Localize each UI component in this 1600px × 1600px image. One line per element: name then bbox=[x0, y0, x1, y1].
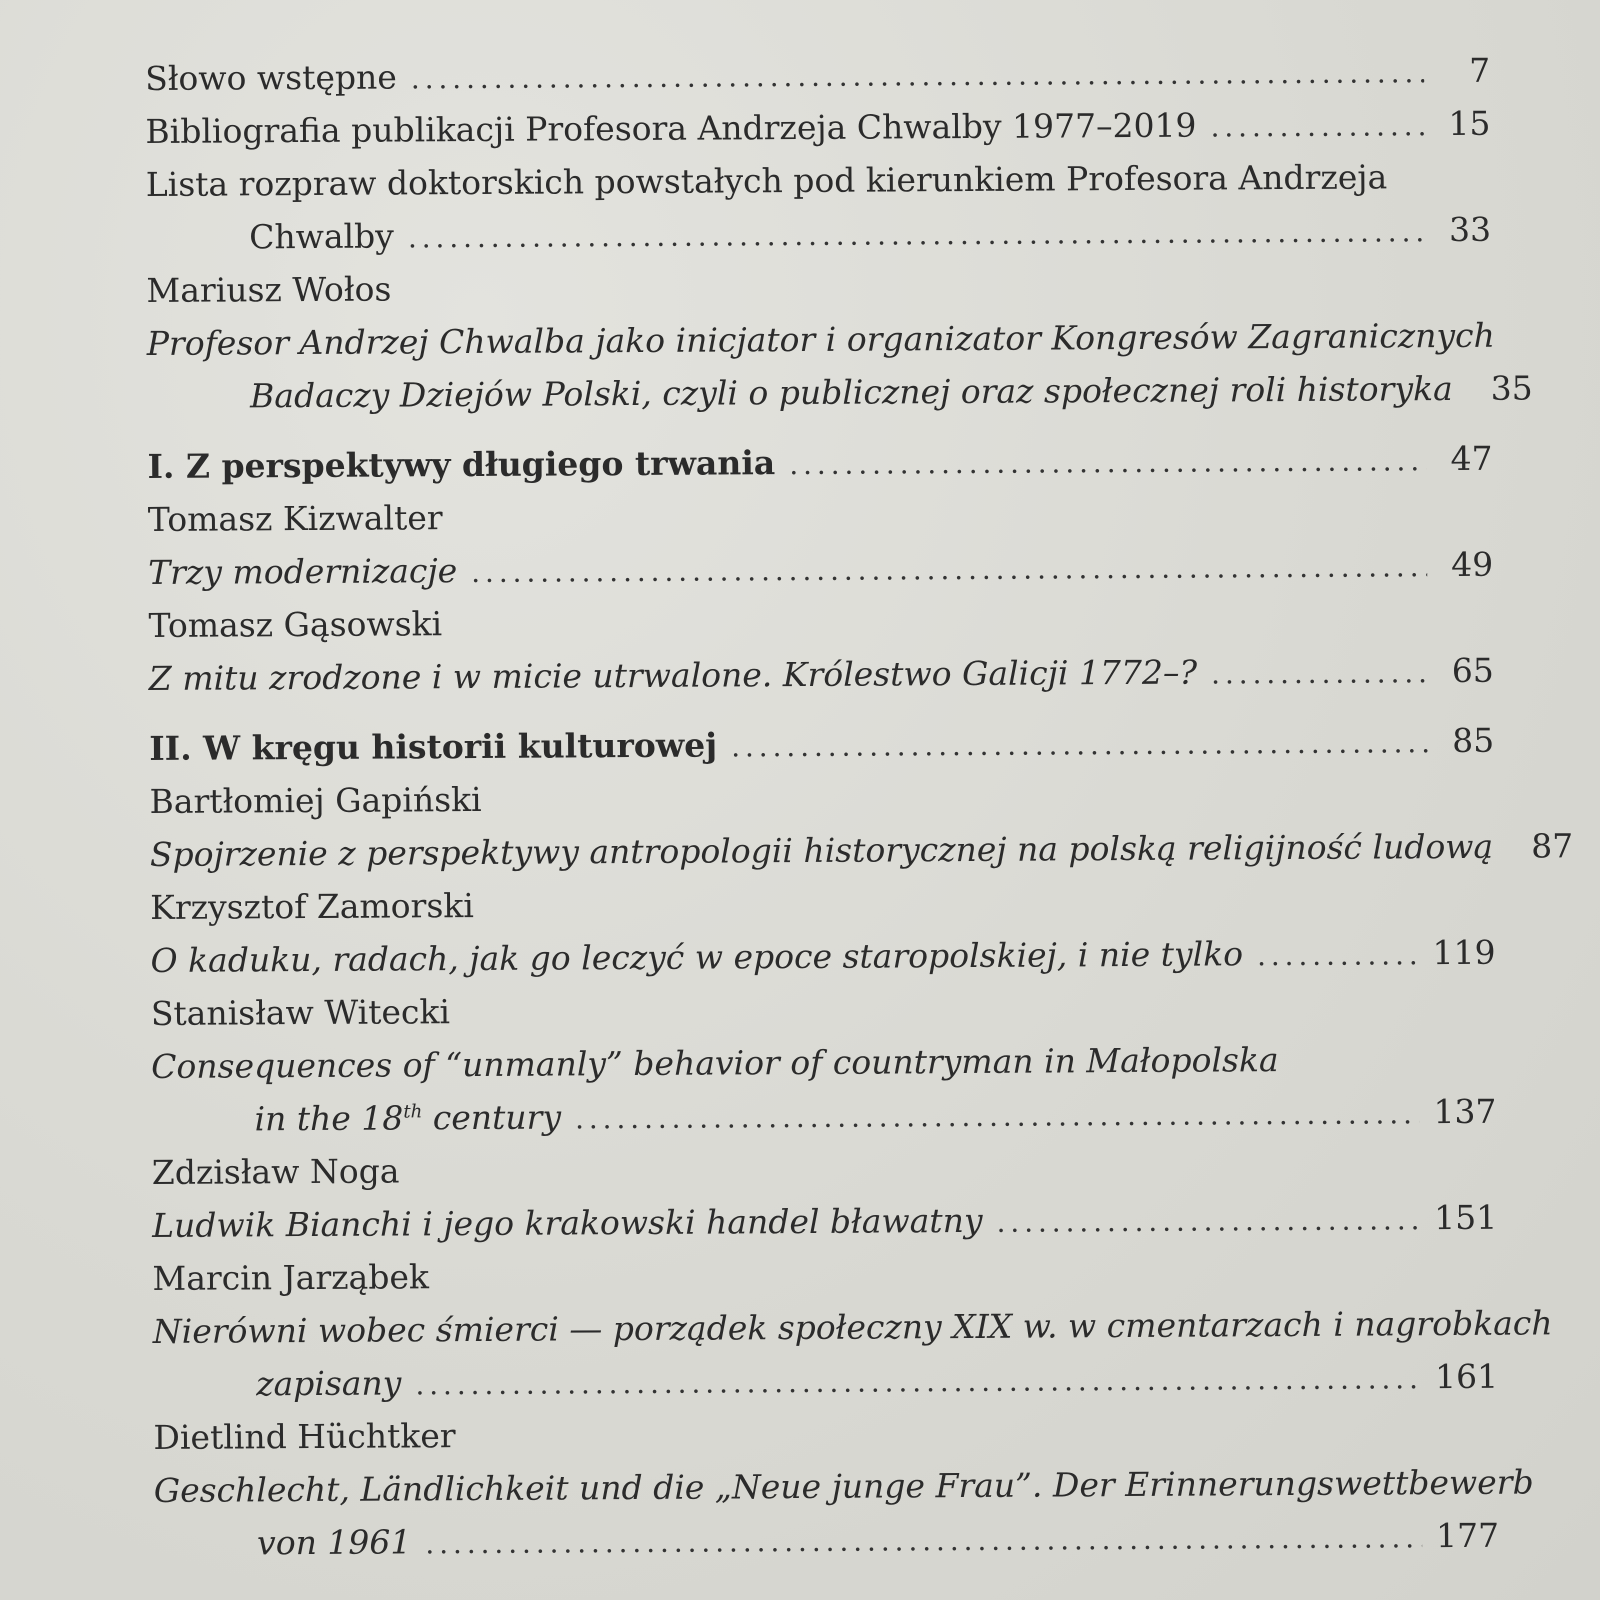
entry-title: Nierówni wobec śmierci — porządek społeczny XIX w. w cmentarzach i nagrobkach bbox=[152, 1303, 1553, 1351]
toc-entry bbox=[145, 44, 1490, 105]
dot-leader bbox=[425, 1509, 1422, 1570]
page-number: 119 bbox=[1432, 932, 1496, 973]
page-number: 49 bbox=[1451, 544, 1494, 585]
toc-entry bbox=[148, 538, 1493, 599]
dot-leader bbox=[731, 714, 1428, 773]
toc-entry bbox=[145, 97, 1490, 158]
entry-author: Dietlind Hüchtker bbox=[153, 1416, 456, 1457]
page-number: 151 bbox=[1434, 1197, 1498, 1238]
section-title: I. Z perspektywy długiego trwania bbox=[147, 443, 776, 486]
page-number: 15 bbox=[1448, 103, 1491, 144]
section-heading bbox=[149, 714, 1494, 775]
entry-author: Krzysztof Zamorski bbox=[150, 886, 474, 927]
page-number: 65 bbox=[1451, 650, 1494, 691]
toc-entry-continuation bbox=[146, 203, 1491, 264]
toc-entry bbox=[151, 1032, 1496, 1093]
entry-title: Słowo wstępne bbox=[145, 57, 397, 98]
entry-author: Mariusz Wołos bbox=[146, 269, 392, 310]
entry-author: Zdzisław Noga bbox=[151, 1151, 400, 1192]
entry-title: Trzy modernizacje bbox=[148, 551, 458, 592]
page-number: 7 bbox=[1469, 50, 1491, 90]
dot-leader bbox=[1211, 644, 1428, 700]
entry-title: Profesor Andrzej Chwalba jako inicjator i organizator Kongresów Zagranicznych bbox=[146, 315, 1495, 363]
dot-leader bbox=[1257, 926, 1419, 982]
entry-title-continued: Chwalby bbox=[249, 216, 394, 257]
entry-author: Bartłomiej Gapiński bbox=[149, 779, 482, 821]
entry-title-continued: zapisany bbox=[256, 1363, 402, 1404]
toc-entry bbox=[152, 1191, 1497, 1252]
entry-title-continued: von 1961 bbox=[256, 1522, 412, 1563]
dot-leader bbox=[471, 538, 1427, 599]
toc-entry-continuation bbox=[154, 1509, 1499, 1570]
entry-title: Spojrzenie z perspektywy antropologii historycznej na polską religijność ludową bbox=[149, 826, 1494, 874]
page-number: 33 bbox=[1448, 209, 1492, 250]
toc-entry-continuation bbox=[147, 362, 1533, 423]
toc-entry bbox=[146, 309, 1495, 370]
entry-author: Stanisław Witecki bbox=[150, 992, 451, 1033]
toc-entry bbox=[149, 820, 1574, 881]
toc-entry-continuation bbox=[151, 1085, 1496, 1146]
entry-title: Geschlecht, Ländlichkeit und die „Neue junge Frau”. Der Erinnerungswettbewerb bbox=[153, 1462, 1534, 1510]
ordinal-superscript: th bbox=[403, 1101, 423, 1123]
entry-author: Tomasz Kizwalter bbox=[147, 498, 443, 539]
entry-title: Bibliografia publikacji Profesora Andrzeja Chwalby 1977–2019 bbox=[145, 105, 1197, 151]
entry-title-continued: in the 18th century bbox=[254, 1097, 562, 1139]
page-number: 85 bbox=[1452, 720, 1495, 761]
entry-title: Consequences of “unmanly” behavior of countryman in Małopolska bbox=[151, 1040, 1279, 1086]
entry-title: Ludwik Bianchi i jego krakowski handel bławatny bbox=[152, 1200, 983, 1245]
page-number: 47 bbox=[1450, 438, 1493, 479]
page-number: 161 bbox=[1434, 1356, 1499, 1397]
dot-leader bbox=[1210, 97, 1424, 153]
table-of-contents bbox=[145, 44, 1574, 1570]
entry-title: Z mitu zrodzone i w micie utrwalone. Królestwo Galicji 1772–? bbox=[148, 652, 1198, 698]
entry-title: O kaduku, radach, jak go leczyć w epoce staropolskiej, i nie tylko bbox=[150, 934, 1244, 980]
dot-leader bbox=[789, 432, 1427, 491]
toc-entry bbox=[149, 644, 1494, 705]
dot-leader bbox=[415, 1350, 1421, 1411]
dot-leader bbox=[411, 44, 1425, 105]
section-heading bbox=[147, 432, 1492, 493]
toc-entry bbox=[146, 150, 1491, 211]
toc-entry-continuation bbox=[153, 1350, 1498, 1411]
page-number: 87 bbox=[1531, 826, 1574, 866]
page-number: 35 bbox=[1490, 368, 1533, 408]
toc-entry bbox=[152, 1297, 1553, 1358]
page-number: 177 bbox=[1435, 1515, 1500, 1556]
toc-entry bbox=[150, 926, 1495, 987]
entry-author: Tomasz Gąsowski bbox=[148, 604, 443, 645]
dot-leader bbox=[408, 203, 1426, 264]
entry-author: Marcin Jarząbek bbox=[152, 1257, 430, 1298]
entry-title-continued: Badaczy Dziejów Polski, czyli o publicznej oraz społecznej roli historyka bbox=[249, 369, 1453, 416]
page-number: 137 bbox=[1433, 1091, 1497, 1132]
dot-leader bbox=[996, 1191, 1420, 1249]
entry-title: Lista rozpraw doktorskich powstałych pod kierunkiem Profesora Andrzeja bbox=[145, 157, 1388, 204]
dot-leader bbox=[575, 1085, 1420, 1145]
toc-entry bbox=[153, 1456, 1534, 1517]
section-title: II. W kręgu historii kulturowej bbox=[149, 725, 718, 768]
